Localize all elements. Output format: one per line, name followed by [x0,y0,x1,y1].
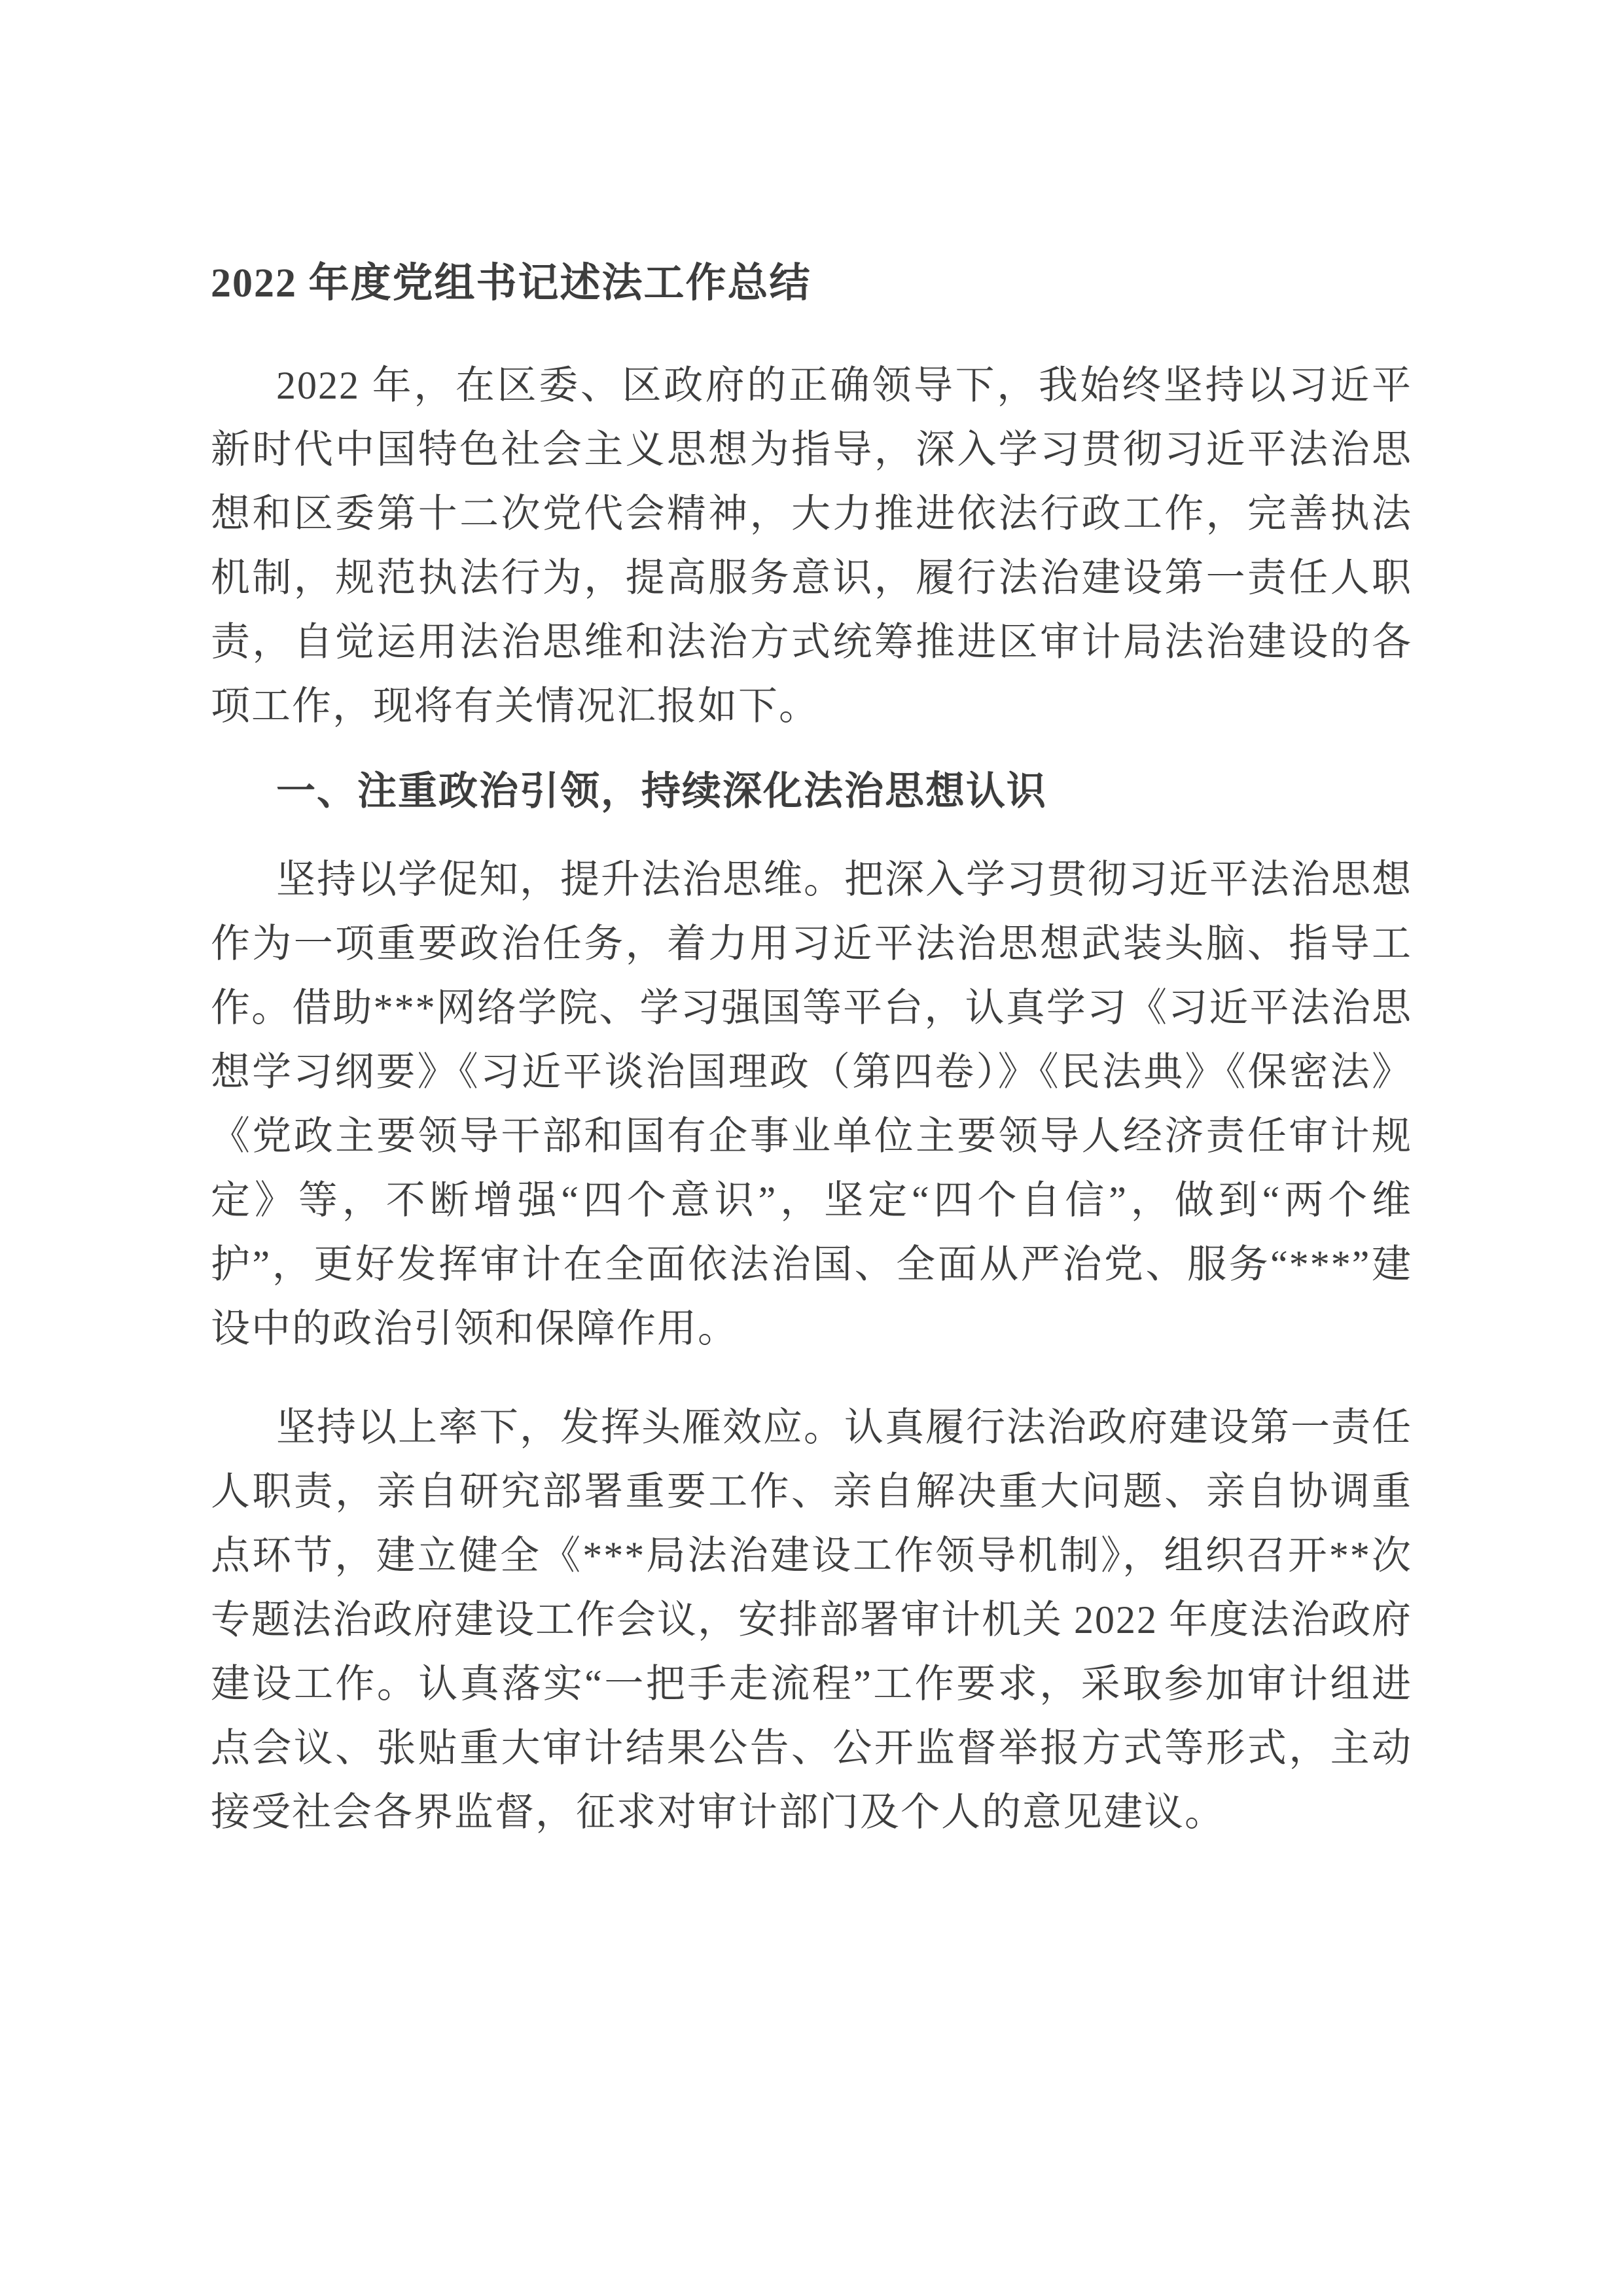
paragraph-study-awareness: 坚持以学促知，提升法治思维。把深入学习贯彻习近平法治思想作为一项重要政治任务，着力用习近平法治思想武装头脑、指导工作。借助***网络学院、学习强国等平台，认真学习《习近平法治思想学习纲要》《习近平谈治国理政（第四卷）》《民法典》《保密法》《党政主要领导干部和国有企事业单位主要领导人经济责任审计规定》等，不断增强“四个意识”，坚定“四个自信”，做到“两个维护”，更好发挥审计在全面依法治国、全面从严治党、服务“***”建设中的政治引领和保障作用。 [211,858,1412,1350]
document-title: 2022 年度党组书记述法工作总结 [211,261,812,306]
section-heading-1: 一、注重政治引领，持续深化法治思想认识 [276,770,1047,813]
paragraph-lead-by-example: 坚持以上率下，发挥头雁效应。认真履行法治政府建设第一责任人职责，亲自研究部署重要工作、亲自解决重大问题、亲自协调重点环节，建立健全《***局法治建设工作领导机制》，组织召开**次专题法治政府建设工作会议，安排部署审计机关 2022 年度法治政府建设工作。认真落实“一把手走流程”工作要求，采取参加审计组进点会议、张贴重大审计结果公告、公开监督举报方式等形式，主动接受社会各界监督，征求对审计部门及个人的意见建议。 [211,1406,1412,1834]
paragraph-intro: 2022 年，在区委、区政府的正确领导下，我始终坚持以习近平新时代中国特色社会主义思想为指导，深入学习贯彻习近平法治思想和区委第十二次党代会精神，大力推进依法行政工作，完善执法机制，规范执法行为，提高服务意识，履行法治建设第一责任人职责，自觉运用法治思维和法治方式统筹推进区审计局法治建设的各项工作，现将有关情况汇报如下。 [211,364,1412,728]
